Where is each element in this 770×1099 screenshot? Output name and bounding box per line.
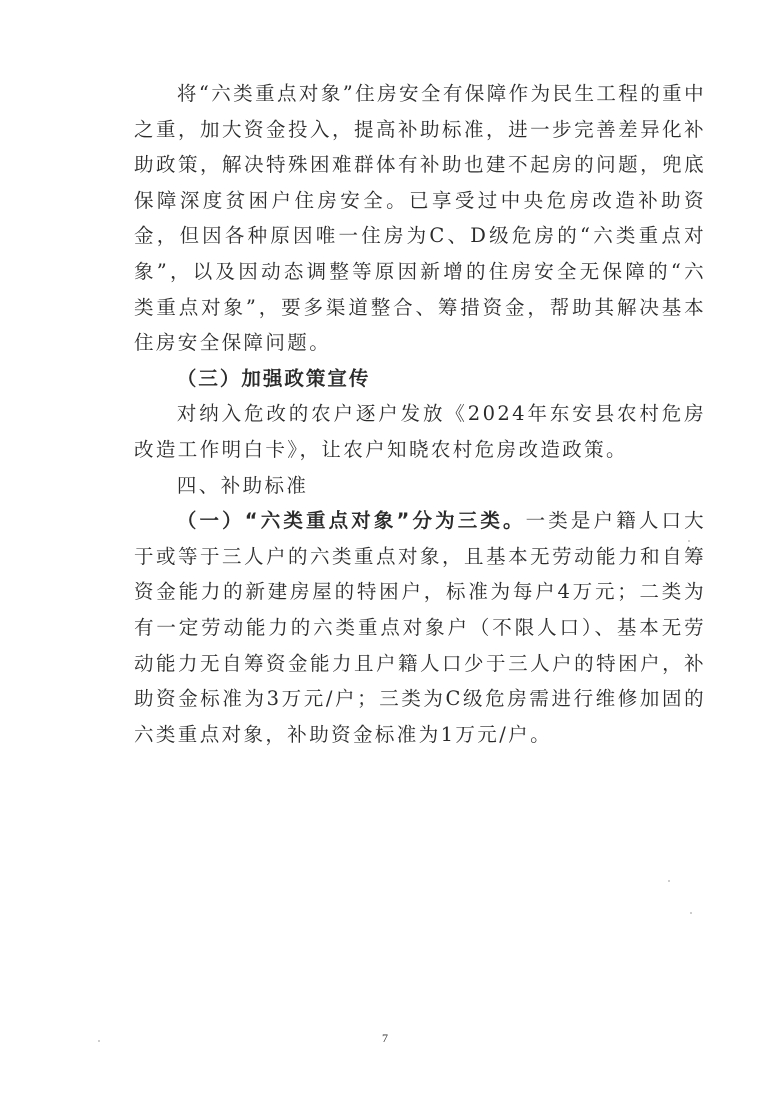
scan-speck bbox=[668, 880, 670, 882]
paragraph-publicity-card: 对纳入危改的农户逐户发放《2024年东安县农村危房改造工作明白卡》，让农户知晓农村危房改造政策。 bbox=[134, 402, 706, 461]
paragraph-housing-safety: 将“六类重点对象”住房安全有保障作为民生工程的重中之重，加大资金投入，提高补助标准，进一步完善差异化补助政策，解决特殊困难群体有补助也建不起房的问题，兜底保障深度贫困户住房安全。已享受过中央危房改造补助资金，但因各种原因唯一住房为C、D级危房的“六类重点对象”，以及因动态调整等原因新增的住房安全无保障的“六类重点对象”，要多渠道整合、筹措资金，帮助其解决基本住房安全保障问题。 bbox=[134, 82, 706, 355]
scan-speck bbox=[690, 912, 692, 914]
subsidy-categories-body: 一类是户籍人口大于或等于三人户的六类重点对象，且基本无劳动能力和自筹资金能力的新建房屋的特困户，标准为每户4万元；二类为有一定劳动能力的六类重点对象户（不限人口）、基本无劳动能力无自筹资金能力且户籍人口少于三人户的特困户，补助资金标准为3万元/户；三类为C级危房需进行维修加固的六类重点对象，补助资金标准为1万元/户。 bbox=[134, 509, 706, 746]
paragraph-subsidy-categories bbox=[134, 503, 706, 752]
heading-subsidy-standard: 四、补助标准 bbox=[176, 473, 309, 497]
subsidy-categories-lead: （一）“六类重点对象”分为三类。 bbox=[176, 509, 526, 533]
document-body bbox=[134, 76, 706, 752]
heading-policy-publicity: （三）加强政策宣传 bbox=[176, 366, 371, 390]
page-number: 7 bbox=[382, 1031, 388, 1045]
scan-speck bbox=[688, 540, 690, 542]
